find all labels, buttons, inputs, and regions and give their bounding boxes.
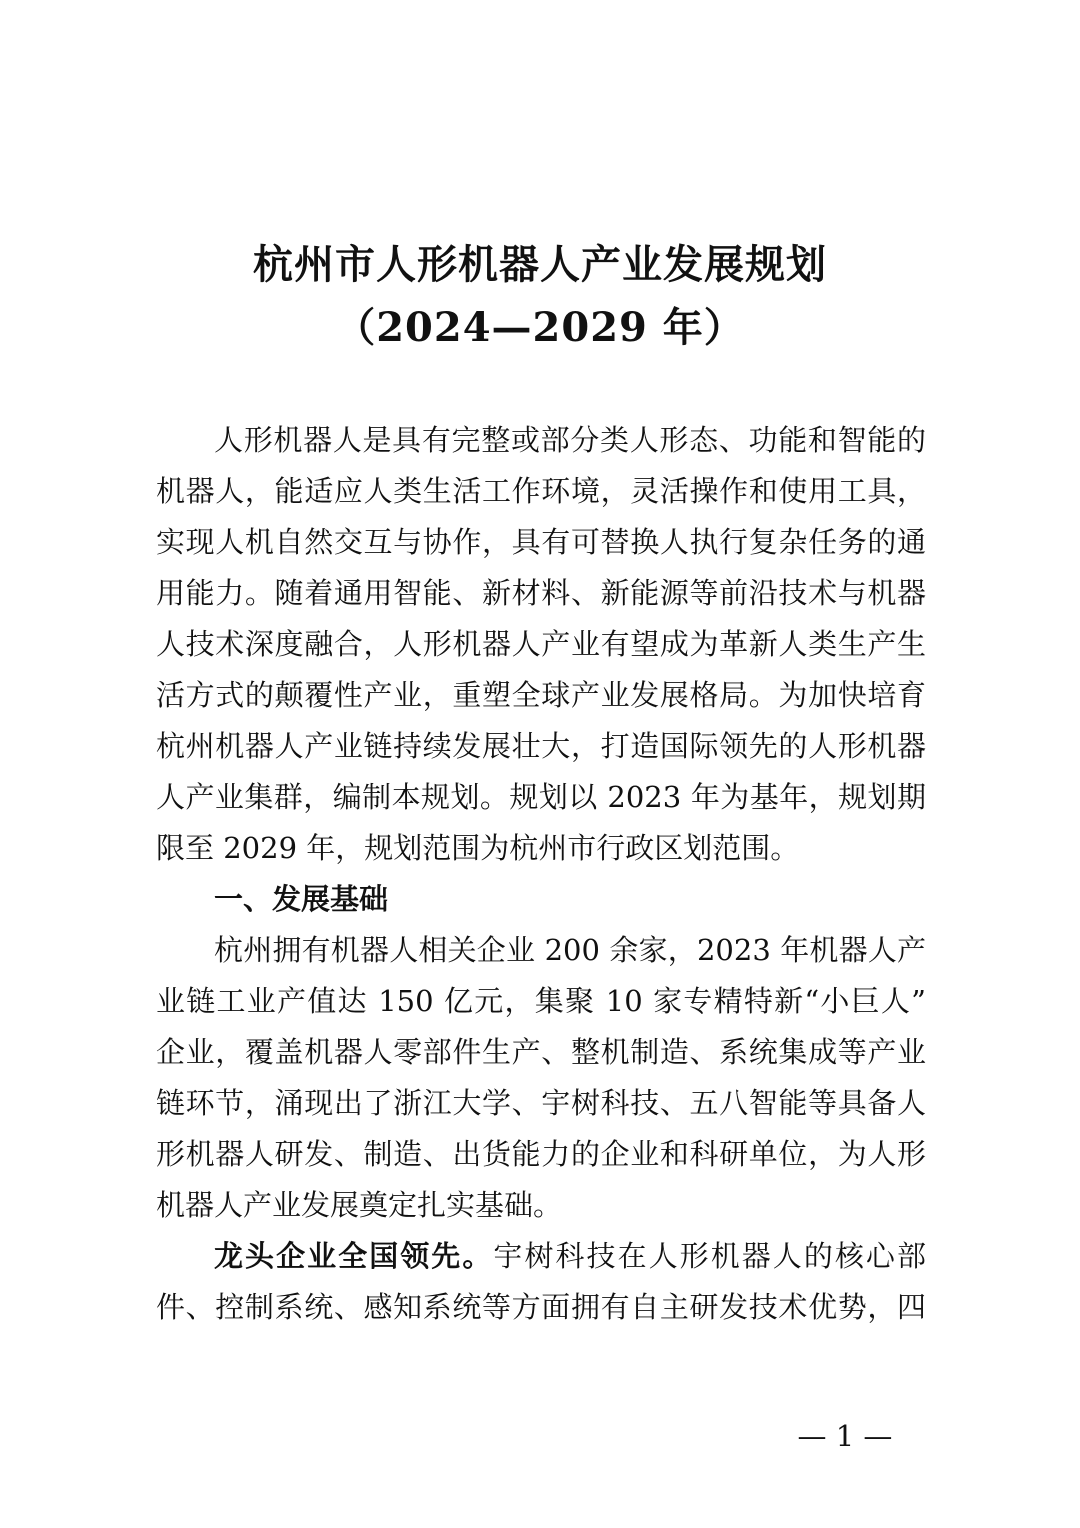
- paragraph-line: 活方式的颠覆性产业，重塑全球产业发展格局。为加快培育: [156, 678, 926, 712]
- paragraph-line: 人产业集群，编制本规划。规划以 2023 年为基年，规划期: [156, 780, 926, 814]
- paragraph-line: 限至 2029 年，规划范围为杭州市行政区划范围。: [156, 831, 800, 865]
- paragraph-line: 链环节，涌现出了浙江大学、宇树科技、五八智能等具备人: [156, 1086, 926, 1120]
- paragraph-line: 杭州拥有机器人相关企业 200 余家，2023 年机器人产: [214, 933, 926, 967]
- paragraph-line: 杭州机器人产业链持续发展壮大，打造国际领先的人形机器: [156, 729, 926, 763]
- paragraph-line: 形机器人研发、制造、出货能力的企业和科研单位，为人形: [156, 1137, 926, 1171]
- paragraph-line: 人形机器人是具有完整或部分类人形态、功能和智能的: [214, 423, 926, 457]
- page-number: — 1 —: [797, 1419, 893, 1453]
- paragraph-line: 实现人机自然交互与协作，具有可替换人执行复杂任务的通: [156, 525, 926, 559]
- paragraph-line: 机器人产业发展奠定扎实基础。: [156, 1188, 563, 1222]
- paragraph-line: 企业，覆盖机器人零部件生产、整机制造、系统集成等产业: [156, 1035, 926, 1069]
- paragraph-line: [214, 1238, 926, 1274]
- paragraph-lead: 龙头企业全国领先。: [214, 1239, 494, 1273]
- document-title: 杭州市人形机器人产业发展规划: [253, 241, 827, 288]
- section-heading: 一、发展基础: [214, 882, 389, 916]
- paragraph-line: 件、控制系统、感知系统等方面拥有自主研发技术优势，四: [156, 1290, 926, 1324]
- document-title-years: （2024—2029 年）: [335, 304, 745, 351]
- paragraph-line: 机器人，能适应人类生活工作环境，灵活操作和使用工具，: [156, 474, 926, 508]
- paragraph-line: 用能力。随着通用智能、新材料、新能源等前沿技术与机器: [156, 576, 926, 610]
- paragraph-text: 宇树科技在人形机器人的核心部: [493, 1239, 926, 1273]
- paragraph-line: 人技术深度融合，人形机器人产业有望成为革新人类生产生: [156, 627, 926, 661]
- paragraph-line: 业链工业产值达 150 亿元，集聚 10 家专精特新“小巨人”: [156, 984, 926, 1018]
